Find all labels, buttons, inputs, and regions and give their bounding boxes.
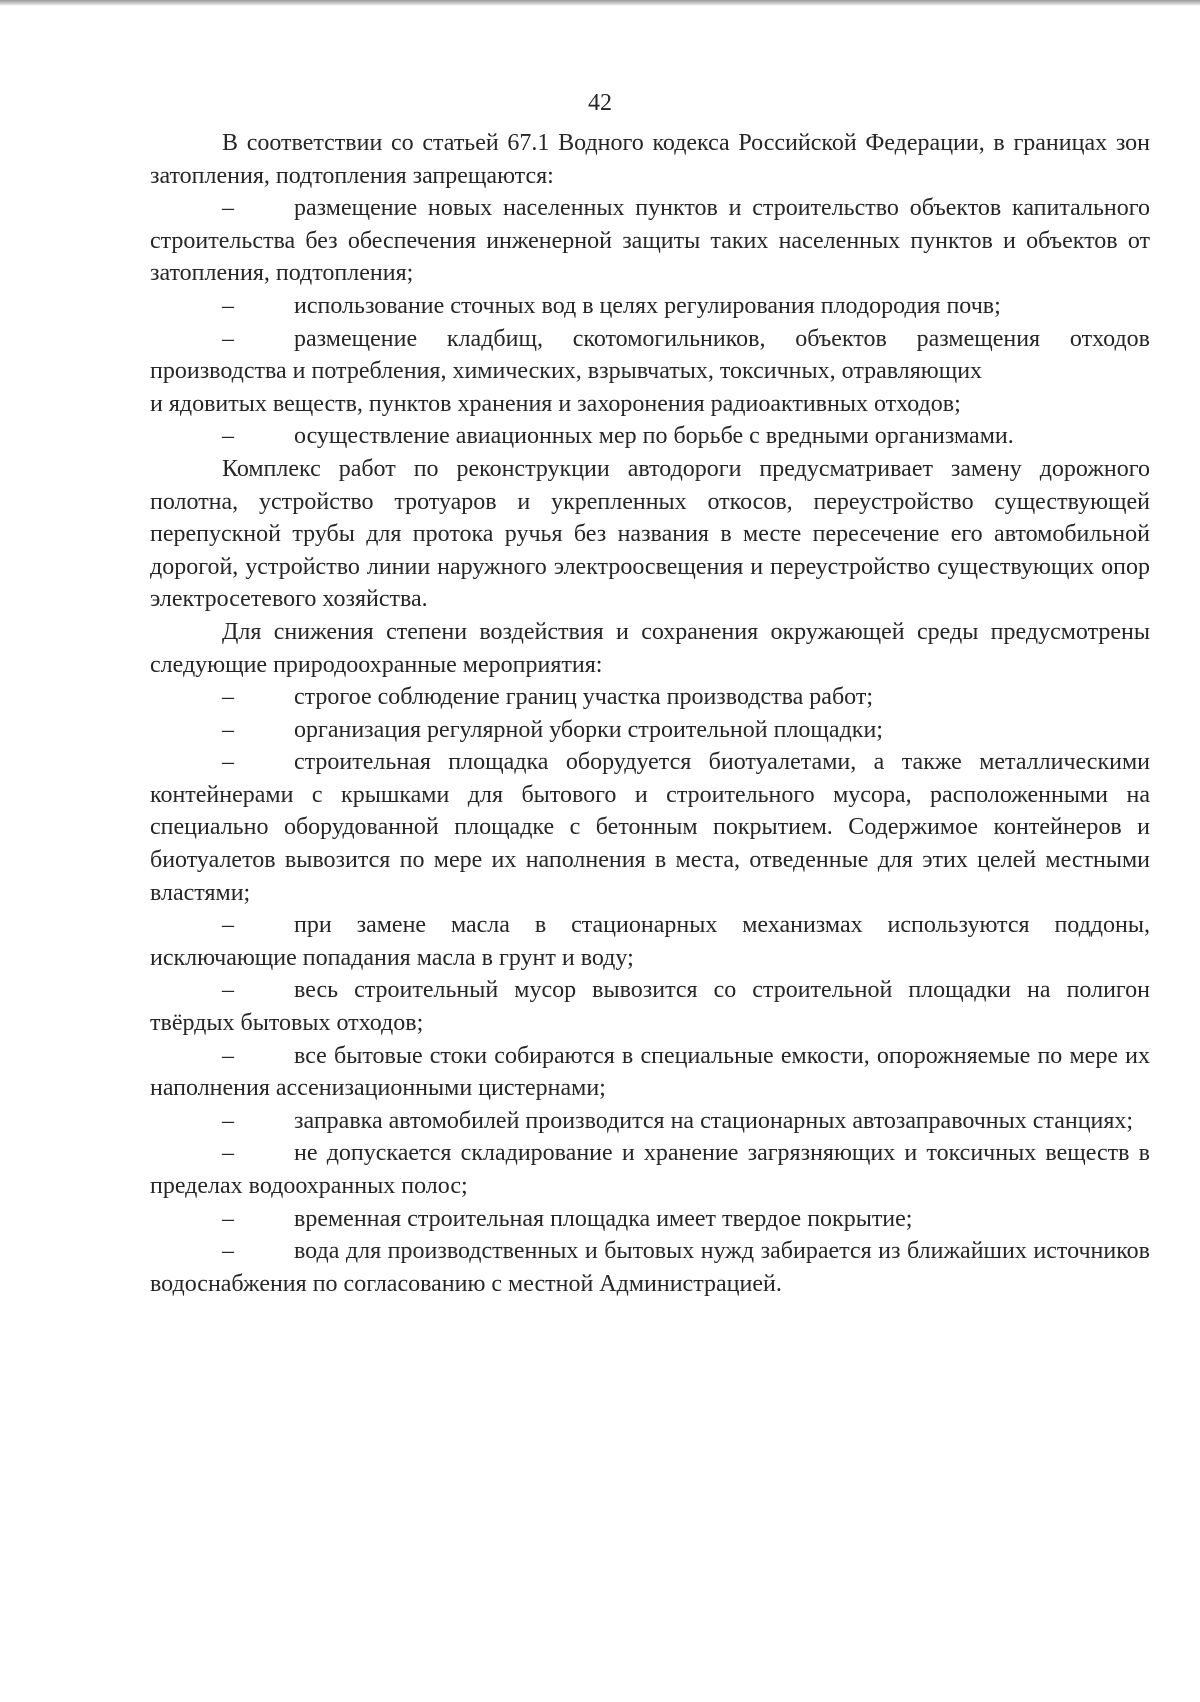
measure-text: весь строительный мусор вывозится со строительной площадки на полигон твёрдых бытовых отходов;	[150, 977, 1150, 1037]
dash-marker: –	[222, 195, 234, 222]
measure-item	[150, 1235, 1150, 1300]
prohibition-item	[150, 290, 1150, 323]
measures-intro: Для снижения степени воздействия и сохранения окружающей среды предусмотрены следующие природоохранные мероприятия:	[150, 618, 1150, 678]
measure-item	[150, 681, 1150, 714]
dash-marker: –	[222, 1107, 234, 1134]
measure-item	[150, 909, 1150, 974]
measure-text: не допускается складирование и хранение загрязняющих и токсичных веществ в пределах водоохранных полос;	[150, 1140, 1150, 1199]
prohibition-item	[150, 420, 1150, 453]
measure-item	[150, 746, 1150, 909]
document-body	[150, 127, 1150, 1300]
measure-text: строгое соблюдение границ участка производства работ;	[294, 684, 873, 711]
dash-marker: –	[222, 684, 234, 711]
measure-item	[150, 974, 1150, 1039]
prohibition-text: размещение кладбищ, скотомогильников, объектов размещения отходов производства и потребления, химических, взрывчатых, токсичных, отравляющих	[150, 325, 1150, 385]
scan-edge	[0, 0, 1200, 6]
measure-item	[150, 1137, 1150, 1202]
measure-text: организация регулярной уборки строительной площадки;	[294, 716, 883, 743]
dash-marker: –	[222, 1205, 234, 1232]
measure-text: строительная площадка оборудуется биотуалетами, а также металлическими контейнерами с крышками для бытового и строительного мусора, расположенными на специально оборудованной площадке с бетонным покрытием. Содержимое контейнеров и биотуалетов вывозится по мере их наполнения в места, отведенные для этих целей местными властями;	[150, 749, 1150, 906]
dash-marker: –	[222, 1140, 234, 1167]
page-number: 42	[588, 90, 612, 116]
prohibition-item	[150, 192, 1150, 290]
dash-marker: –	[222, 749, 234, 776]
prohibition-text: осуществление авиационных мер по борьбе с вредными организмами.	[294, 423, 1014, 450]
dash-marker: –	[222, 1238, 234, 1265]
measure-item	[150, 1105, 1150, 1138]
measure-text: временная строительная площадка имеет твердое покрытие;	[294, 1205, 913, 1232]
intro-paragraph: В соответствии со статьей 67.1 Водного кодекса Российской Федерации, в границах зон затопления, подтопления запрещаются:	[150, 130, 1150, 189]
prohibition-text: использование сточных вод в целях регулирования плодородия почв;	[294, 292, 1001, 319]
measure-text: заправка автомобилей производится на стационарных автозаправочных станциях;	[294, 1107, 1134, 1134]
prohibition-continuation: и ядовитых веществ, пунктов хранения и захоронения радиоактивных отходов;	[150, 390, 961, 417]
measure-item	[150, 1040, 1150, 1105]
dash-marker: –	[222, 977, 234, 1004]
measure-item	[150, 714, 1150, 747]
measure-text: вода для производственных и бытовых нужд забирается из ближайших источников водоснабжения по согласованию с местной Администрацией.	[150, 1238, 1150, 1297]
dash-marker: –	[222, 325, 234, 352]
measure-item	[150, 1203, 1150, 1236]
dash-marker: –	[222, 423, 234, 450]
works-paragraph: Комплекс работ по реконструкции автодороги предусматривает замену дорожного полотна, устройство тротуаров и укрепленных откосов, переустройство существующей перепускной трубы для протока ручья без названия в месте пересечение его автомобильной дорогой, устройство линии наружного электроосвещения и переустройство существующих опор электросетевого хозяйства.	[150, 455, 1150, 613]
prohibition-text: размещение новых населенных пунктов и строительство объектов капитального строительства без обеспечения инженерной защиты таких населенных пунктов и объектов от затопления, подтопления;	[150, 195, 1150, 287]
dash-marker: –	[222, 292, 234, 319]
dash-marker: –	[222, 912, 234, 939]
prohibition-item	[150, 323, 1150, 388]
measure-text: при замене масла в стационарных механизмах используются поддоны, исключающие попадания масла в грунт и воду;	[150, 912, 1150, 971]
measure-text: все бытовые стоки собираются в специальные емкости, опорожняемые по мере их наполнения ассенизационными цистернами;	[150, 1042, 1150, 1102]
dash-marker: –	[222, 716, 234, 743]
dash-marker: –	[222, 1042, 234, 1069]
